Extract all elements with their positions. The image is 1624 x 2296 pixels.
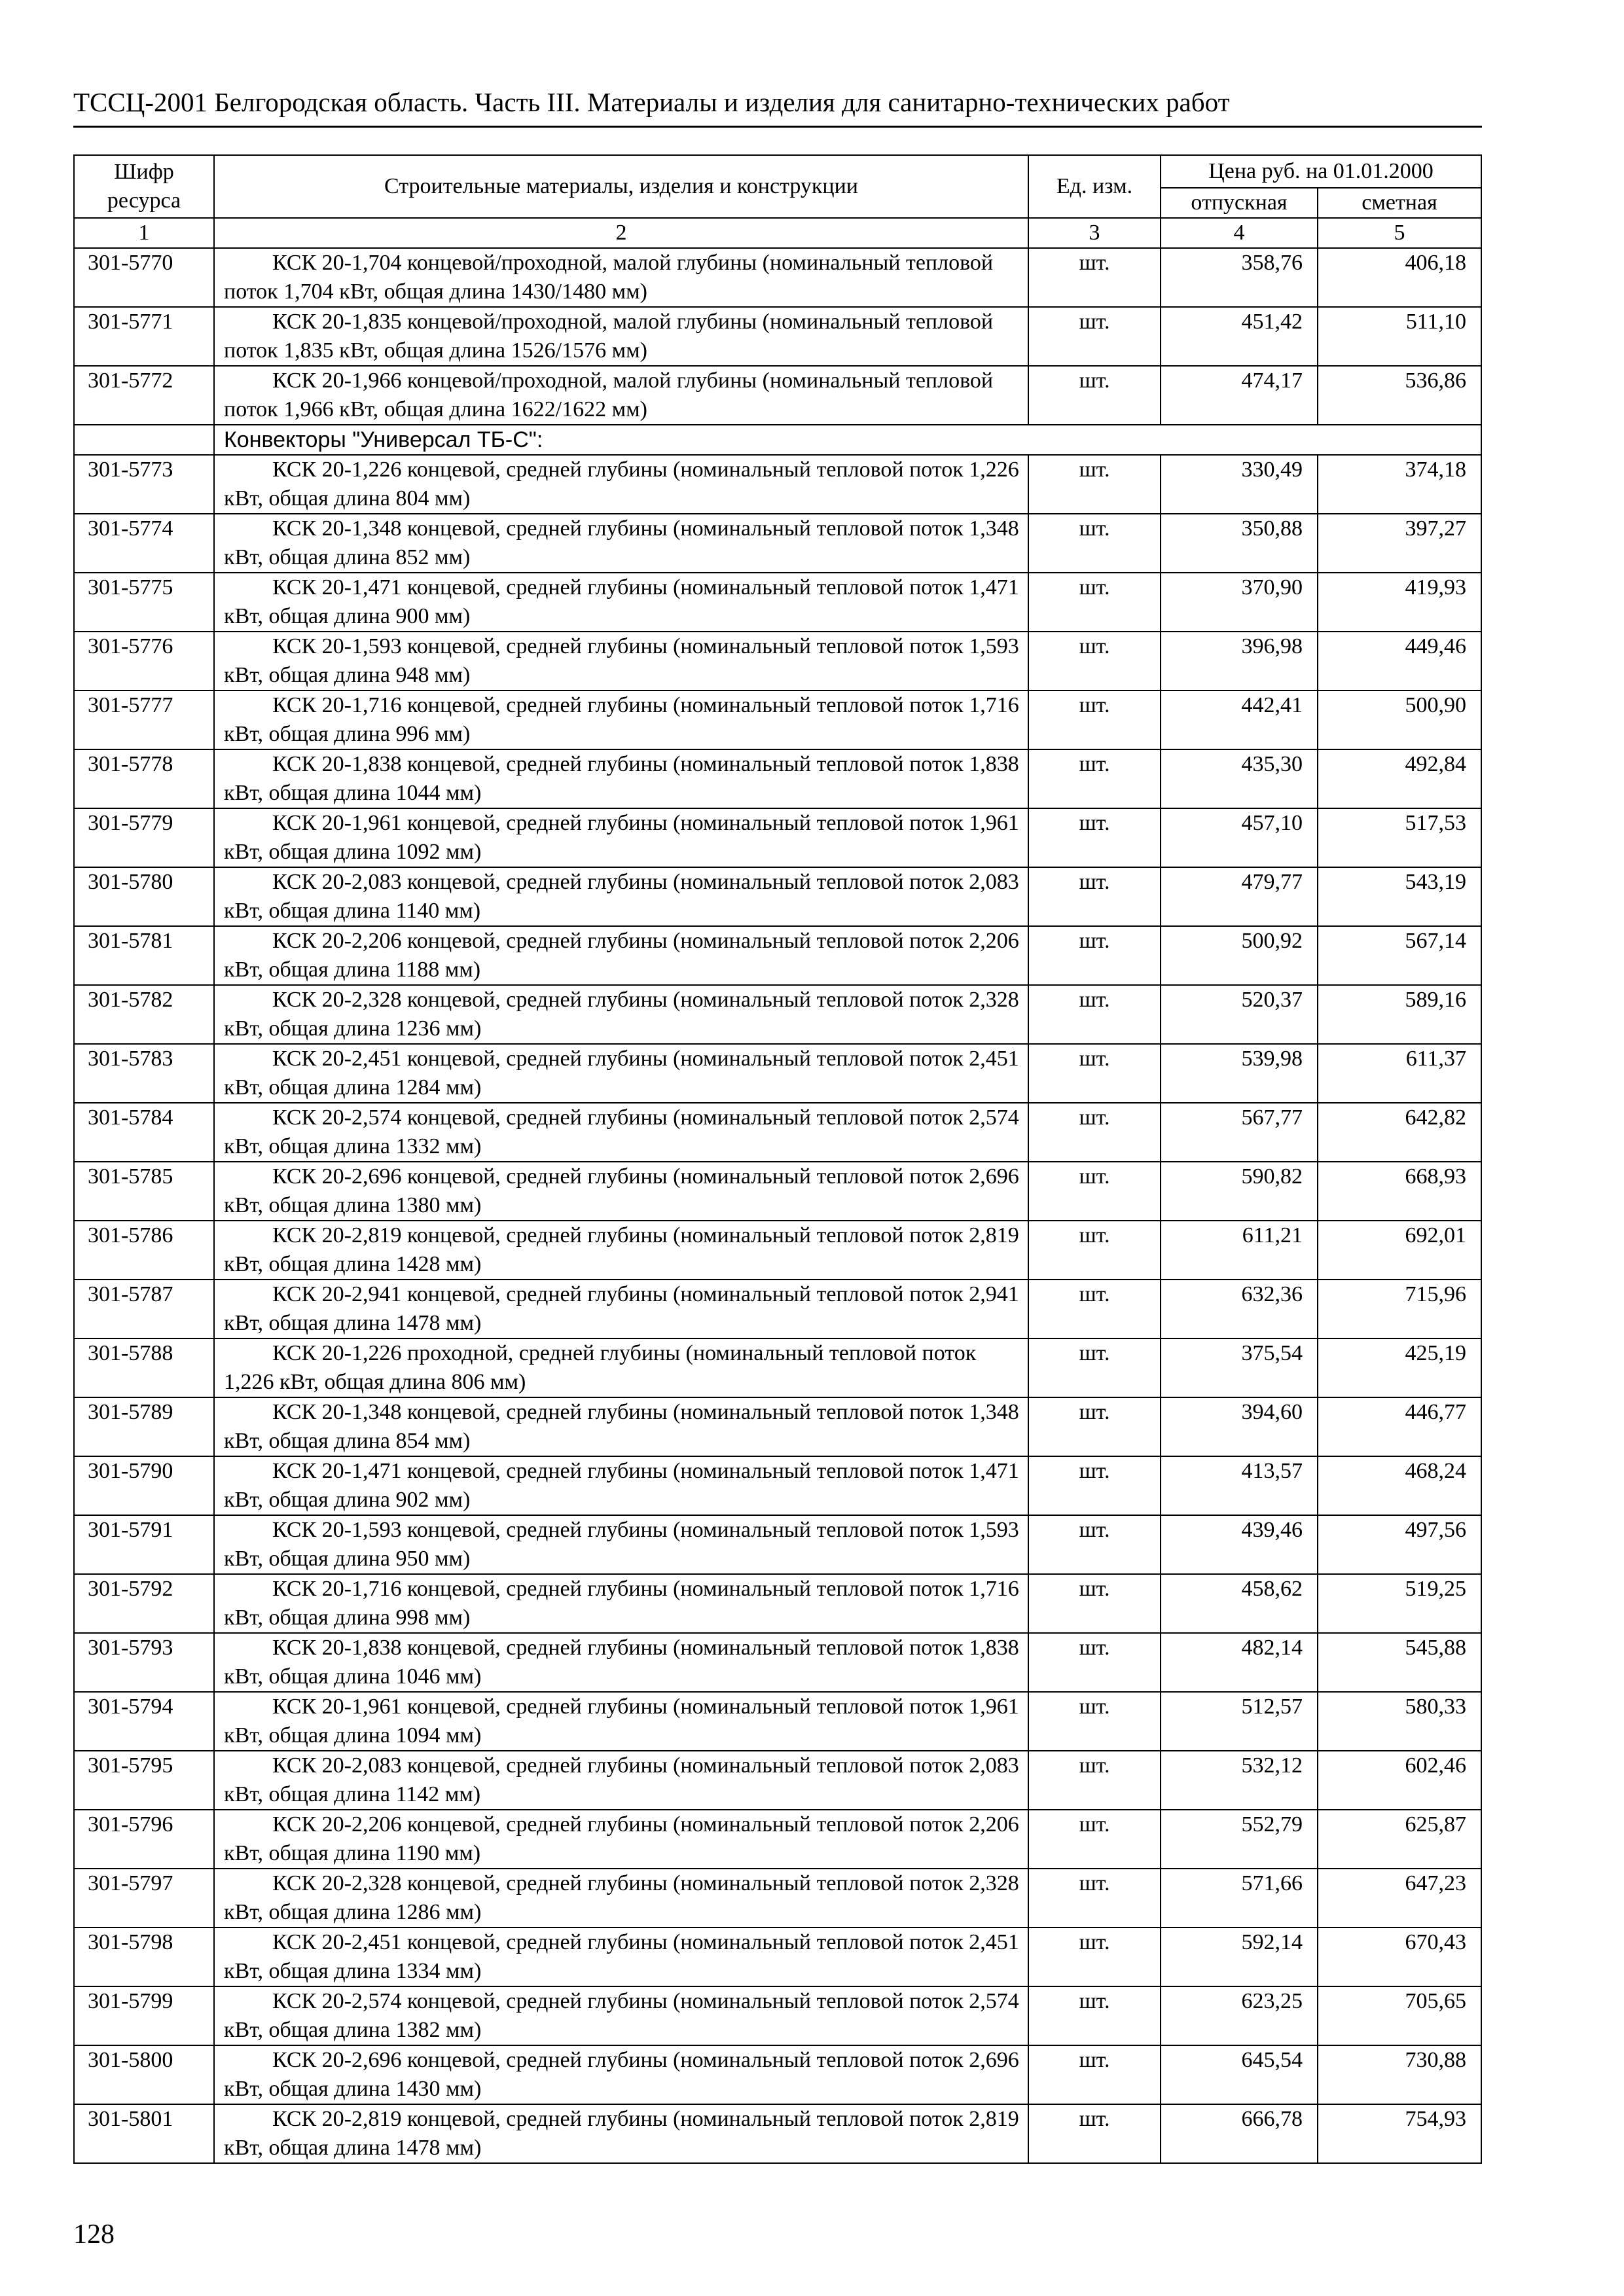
unit-of-measure: шт.: [1028, 1280, 1161, 1338]
table-row: [74, 1280, 1481, 1338]
material-name: КСК 20-1,348 концевой, средней глубины (номинальный тепловой поток 1,348 кВт, общая длина 852 мм): [214, 514, 1028, 573]
material-name: КСК 20-1,835 концевой/проходной, малой глубины (номинальный тепловой поток 1,835 кВт, общая длина 1526/1576 мм): [214, 307, 1028, 366]
table-row: [74, 573, 1481, 632]
table-row: [74, 1869, 1481, 1928]
estimate-price: 580,33: [1318, 1692, 1481, 1751]
estimate-price: 446,77: [1318, 1397, 1481, 1456]
release-price: 394,60: [1161, 1397, 1318, 1456]
estimate-price: 519,25: [1318, 1574, 1481, 1633]
table-row: [74, 1515, 1481, 1574]
table-row: [74, 1103, 1481, 1162]
column-number: 3: [1028, 218, 1161, 248]
release-price: 330,49: [1161, 455, 1318, 514]
unit-of-measure: шт.: [1028, 307, 1161, 366]
material-name: КСК 20-1,966 концевой/проходной, малой глубины (номинальный тепловой поток 1,966 кВт, общая длина 1622/1622 мм): [214, 366, 1028, 425]
unit-of-measure: шт.: [1028, 2104, 1161, 2163]
resource-code: 301-5788: [74, 1338, 214, 1397]
table-row: [74, 1221, 1481, 1280]
resource-code: 301-5782: [74, 985, 214, 1044]
unit-of-measure: шт.: [1028, 1692, 1161, 1751]
resource-code: 301-5786: [74, 1221, 214, 1280]
header-unit: Ед. изм.: [1028, 155, 1161, 218]
material-name: КСК 20-2,574 концевой, средней глубины (номинальный тепловой поток 2,574 кВт, общая длина 1332 мм): [214, 1103, 1028, 1162]
estimate-price: 754,93: [1318, 2104, 1481, 2163]
release-price: 451,42: [1161, 307, 1318, 366]
resource-code: 301-5781: [74, 926, 214, 985]
table-row: [74, 867, 1481, 926]
unit-of-measure: шт.: [1028, 926, 1161, 985]
page-header: ТССЦ-2001 Белгородская область. Часть III. Материалы и изделия для санитарно-технических работ: [73, 84, 1482, 128]
release-price: 370,90: [1161, 573, 1318, 632]
estimate-price: 511,10: [1318, 307, 1481, 366]
section-row: [74, 425, 1481, 455]
unit-of-measure: шт.: [1028, 2045, 1161, 2104]
estimate-price: 425,19: [1318, 1338, 1481, 1397]
resource-code: 301-5777: [74, 691, 214, 749]
header-price-estimate: сметная: [1318, 188, 1481, 218]
estimate-price: 589,16: [1318, 985, 1481, 1044]
release-price: 512,57: [1161, 1692, 1318, 1751]
table-row: [74, 808, 1481, 867]
unit-of-measure: шт.: [1028, 867, 1161, 926]
unit-of-measure: шт.: [1028, 985, 1161, 1044]
material-name: КСК 20-1,704 концевой/проходной, малой глубины (номинальный тепловой поток 1,704 кВт, общая длина 1430/1480 мм): [214, 248, 1028, 307]
estimate-price: 692,01: [1318, 1221, 1481, 1280]
unit-of-measure: шт.: [1028, 1928, 1161, 1986]
material-name: КСК 20-2,328 концевой, средней глубины (номинальный тепловой поток 2,328 кВт, общая длина 1236 мм): [214, 985, 1028, 1044]
unit-of-measure: шт.: [1028, 1456, 1161, 1515]
release-price: 482,14: [1161, 1633, 1318, 1692]
material-name: КСК 20-2,696 концевой, средней глубины (номинальный тепловой поток 2,696 кВт, общая длина 1430 мм): [214, 2045, 1028, 2104]
material-name: КСК 20-2,206 концевой, средней глубины (номинальный тепловой поток 2,206 кВт, общая длина 1190 мм): [214, 1810, 1028, 1869]
resource-code: 301-5784: [74, 1103, 214, 1162]
material-name: КСК 20-1,593 концевой, средней глубины (номинальный тепловой поток 1,593 кВт, общая длина 948 мм): [214, 632, 1028, 691]
estimate-price: 705,65: [1318, 1986, 1481, 2045]
release-price: 435,30: [1161, 749, 1318, 808]
material-name: КСК 20-1,961 концевой, средней глубины (номинальный тепловой поток 1,961 кВт, общая длина 1092 мм): [214, 808, 1028, 867]
resource-code: 301-5798: [74, 1928, 214, 1986]
release-price: 567,77: [1161, 1103, 1318, 1162]
estimate-price: 567,14: [1318, 926, 1481, 985]
table-row: [74, 248, 1481, 307]
estimate-price: 543,19: [1318, 867, 1481, 926]
estimate-price: 517,53: [1318, 808, 1481, 867]
unit-of-measure: шт.: [1028, 1162, 1161, 1221]
release-price: 632,36: [1161, 1280, 1318, 1338]
unit-of-measure: шт.: [1028, 514, 1161, 573]
unit-of-measure: шт.: [1028, 632, 1161, 691]
table-row: [74, 1633, 1481, 1692]
resource-code: 301-5797: [74, 1869, 214, 1928]
unit-of-measure: шт.: [1028, 749, 1161, 808]
resource-code: 301-5787: [74, 1280, 214, 1338]
table-body: [74, 248, 1481, 2163]
release-price: 413,57: [1161, 1456, 1318, 1515]
material-name: КСК 20-1,471 концевой, средней глубины (номинальный тепловой поток 1,471 кВт, общая длина 902 мм): [214, 1456, 1028, 1515]
release-price: 552,79: [1161, 1810, 1318, 1869]
unit-of-measure: шт.: [1028, 1515, 1161, 1574]
material-name: КСК 20-1,593 концевой, средней глубины (номинальный тепловой поток 1,593 кВт, общая длина 950 мм): [214, 1515, 1028, 1574]
column-number: 4: [1161, 218, 1318, 248]
resource-code: 301-5796: [74, 1810, 214, 1869]
estimate-price: 670,43: [1318, 1928, 1481, 1986]
material-name: КСК 20-1,348 концевой, средней глубины (номинальный тепловой поток 1,348 кВт, общая длина 854 мм): [214, 1397, 1028, 1456]
table-row: [74, 307, 1481, 366]
table-row: [74, 749, 1481, 808]
material-name: КСК 20-1,961 концевой, средней глубины (номинальный тепловой поток 1,961 кВт, общая длина 1094 мм): [214, 1692, 1028, 1751]
resource-code: 301-5790: [74, 1456, 214, 1515]
material-name: КСК 20-2,574 концевой, средней глубины (номинальный тепловой поток 2,574 кВт, общая длина 1382 мм): [214, 1986, 1028, 2045]
unit-of-measure: шт.: [1028, 573, 1161, 632]
material-name: КСК 20-2,941 концевой, средней глубины (номинальный тепловой поток 2,941 кВт, общая длина 1478 мм): [214, 1280, 1028, 1338]
release-price: 396,98: [1161, 632, 1318, 691]
release-price: 458,62: [1161, 1574, 1318, 1633]
table-row: [74, 1338, 1481, 1397]
resource-code: 301-5770: [74, 248, 214, 307]
estimate-price: 492,84: [1318, 749, 1481, 808]
release-price: 479,77: [1161, 867, 1318, 926]
material-name: КСК 20-1,716 концевой, средней глубины (номинальный тепловой поток 1,716 кВт, общая длина 998 мм): [214, 1574, 1028, 1633]
material-name: КСК 20-1,226 проходной, средней глубины (номинальный тепловой поток 1,226 кВт, общая длина 806 мм): [214, 1338, 1028, 1397]
material-name: КСК 20-1,471 концевой, средней глубины (номинальный тепловой поток 1,471 кВт, общая длина 900 мм): [214, 573, 1028, 632]
table-row: [74, 632, 1481, 691]
estimate-price: 642,82: [1318, 1103, 1481, 1162]
unit-of-measure: шт.: [1028, 1338, 1161, 1397]
resource-code: 301-5789: [74, 1397, 214, 1456]
estimate-price: 536,86: [1318, 366, 1481, 425]
resource-code: 301-5779: [74, 808, 214, 867]
material-name: КСК 20-2,819 концевой, средней глубины (номинальный тепловой поток 2,819 кВт, общая длина 1478 мм): [214, 2104, 1028, 2163]
table-row: [74, 1574, 1481, 1633]
resource-code: 301-5794: [74, 1692, 214, 1751]
table-row: [74, 514, 1481, 573]
release-price: 645,54: [1161, 2045, 1318, 2104]
estimate-price: 668,93: [1318, 1162, 1481, 1221]
estimate-price: 497,56: [1318, 1515, 1481, 1574]
release-price: 666,78: [1161, 2104, 1318, 2163]
section-code-cell: [74, 425, 214, 455]
unit-of-measure: шт.: [1028, 1986, 1161, 2045]
table-row: [74, 455, 1481, 514]
table-row: [74, 926, 1481, 985]
material-name: КСК 20-1,838 концевой, средней глубины (номинальный тепловой поток 1,838 кВт, общая длина 1046 мм): [214, 1633, 1028, 1692]
estimate-price: 625,87: [1318, 1810, 1481, 1869]
unit-of-measure: шт.: [1028, 248, 1161, 307]
unit-of-measure: шт.: [1028, 1044, 1161, 1103]
unit-of-measure: шт.: [1028, 1397, 1161, 1456]
estimate-price: 545,88: [1318, 1633, 1481, 1692]
unit-of-measure: шт.: [1028, 1810, 1161, 1869]
release-price: 623,25: [1161, 1986, 1318, 2045]
release-price: 500,92: [1161, 926, 1318, 985]
release-price: 539,98: [1161, 1044, 1318, 1103]
estimate-price: 419,93: [1318, 573, 1481, 632]
material-name: КСК 20-2,451 концевой, средней глубины (номинальный тепловой поток 2,451 кВт, общая длина 1284 мм): [214, 1044, 1028, 1103]
table-header: [74, 155, 1481, 248]
resource-code: 301-5801: [74, 2104, 214, 2163]
table-row: [74, 1751, 1481, 1810]
release-price: 358,76: [1161, 248, 1318, 307]
price-table: [73, 154, 1482, 2164]
resource-code: 301-5776: [74, 632, 214, 691]
material-name: КСК 20-2,696 концевой, средней глубины (номинальный тепловой поток 2,696 кВт, общая длина 1380 мм): [214, 1162, 1028, 1221]
release-price: 457,10: [1161, 808, 1318, 867]
material-name: КСК 20-2,206 концевой, средней глубины (номинальный тепловой поток 2,206 кВт, общая длина 1188 мм): [214, 926, 1028, 985]
resource-code: 301-5795: [74, 1751, 214, 1810]
column-number: 5: [1318, 218, 1481, 248]
resource-code: 301-5778: [74, 749, 214, 808]
column-numbers-row: [74, 218, 1481, 248]
resource-code: 301-5774: [74, 514, 214, 573]
resource-code: 301-5772: [74, 366, 214, 425]
header-price-group: Цена руб. на 01.01.2000: [1161, 155, 1481, 188]
estimate-price: 611,37: [1318, 1044, 1481, 1103]
table-row: [74, 1810, 1481, 1869]
unit-of-measure: шт.: [1028, 1574, 1161, 1633]
resource-code: 301-5799: [74, 1986, 214, 2045]
table-row: [74, 1456, 1481, 1515]
release-price: 611,21: [1161, 1221, 1318, 1280]
table-row: [74, 366, 1481, 425]
resource-code: 301-5791: [74, 1515, 214, 1574]
table-row: [74, 1162, 1481, 1221]
material-name: КСК 20-2,328 концевой, средней глубины (номинальный тепловой поток 2,328 кВт, общая длина 1286 мм): [214, 1869, 1028, 1928]
unit-of-measure: шт.: [1028, 455, 1161, 514]
material-name: КСК 20-1,226 концевой, средней глубины (номинальный тепловой поток 1,226 кВт, общая длина 804 мм): [214, 455, 1028, 514]
unit-of-measure: шт.: [1028, 1633, 1161, 1692]
resource-code: 301-5793: [74, 1633, 214, 1692]
unit-of-measure: шт.: [1028, 691, 1161, 749]
material-name: КСК 20-2,083 концевой, средней глубины (номинальный тепловой поток 2,083 кВт, общая длина 1140 мм): [214, 867, 1028, 926]
estimate-price: 449,46: [1318, 632, 1481, 691]
header-price-release: отпускная: [1161, 188, 1318, 218]
release-price: 590,82: [1161, 1162, 1318, 1221]
unit-of-measure: шт.: [1028, 366, 1161, 425]
resource-code: 301-5783: [74, 1044, 214, 1103]
release-price: 439,46: [1161, 1515, 1318, 1574]
release-price: 592,14: [1161, 1928, 1318, 1986]
header-code: Шифр ресурса: [74, 155, 214, 218]
table-row: [74, 1044, 1481, 1103]
material-name: КСК 20-1,716 концевой, средней глубины (номинальный тепловой поток 1,716 кВт, общая длина 996 мм): [214, 691, 1028, 749]
estimate-price: 647,23: [1318, 1869, 1481, 1928]
column-number: 1: [74, 218, 214, 248]
release-price: 350,88: [1161, 514, 1318, 573]
release-price: 474,17: [1161, 366, 1318, 425]
page-number: 128: [73, 2219, 115, 2250]
material-name: КСК 20-2,451 концевой, средней глубины (номинальный тепловой поток 2,451 кВт, общая длина 1334 мм): [214, 1928, 1028, 1986]
estimate-price: 730,88: [1318, 2045, 1481, 2104]
resource-code: 301-5785: [74, 1162, 214, 1221]
release-price: 532,12: [1161, 1751, 1318, 1810]
release-price: 520,37: [1161, 985, 1318, 1044]
estimate-price: 500,90: [1318, 691, 1481, 749]
table-row: [74, 2045, 1481, 2104]
table-row: [74, 1928, 1481, 1986]
table-row: [74, 691, 1481, 749]
release-price: 375,54: [1161, 1338, 1318, 1397]
estimate-price: 602,46: [1318, 1751, 1481, 1810]
unit-of-measure: шт.: [1028, 808, 1161, 867]
resource-code: 301-5800: [74, 2045, 214, 2104]
material-name: КСК 20-1,838 концевой, средней глубины (номинальный тепловой поток 1,838 кВт, общая длина 1044 мм): [214, 749, 1028, 808]
table-row: [74, 1986, 1481, 2045]
material-name: КСК 20-2,819 концевой, средней глубины (номинальный тепловой поток 2,819 кВт, общая длина 1428 мм): [214, 1221, 1028, 1280]
unit-of-measure: шт.: [1028, 1103, 1161, 1162]
column-number: 2: [214, 218, 1028, 248]
unit-of-measure: шт.: [1028, 1869, 1161, 1928]
release-price: 442,41: [1161, 691, 1318, 749]
resource-code: 301-5780: [74, 867, 214, 926]
table-row: [74, 1692, 1481, 1751]
resource-code: 301-5771: [74, 307, 214, 366]
estimate-price: 715,96: [1318, 1280, 1481, 1338]
resource-code: 301-5792: [74, 1574, 214, 1633]
table-row: [74, 2104, 1481, 2163]
estimate-price: 406,18: [1318, 248, 1481, 307]
estimate-price: 468,24: [1318, 1456, 1481, 1515]
section-title: Конвекторы "Универсал ТБ-С":: [214, 425, 1481, 455]
table-row: [74, 985, 1481, 1044]
header-name: Строительные материалы, изделия и конструкции: [214, 155, 1028, 218]
resource-code: 301-5773: [74, 455, 214, 514]
resource-code: 301-5775: [74, 573, 214, 632]
material-name: КСК 20-2,083 концевой, средней глубины (номинальный тепловой поток 2,083 кВт, общая длина 1142 мм): [214, 1751, 1028, 1810]
unit-of-measure: шт.: [1028, 1751, 1161, 1810]
estimate-price: 374,18: [1318, 455, 1481, 514]
table-row: [74, 1397, 1481, 1456]
estimate-price: 397,27: [1318, 514, 1481, 573]
unit-of-measure: шт.: [1028, 1221, 1161, 1280]
release-price: 571,66: [1161, 1869, 1318, 1928]
